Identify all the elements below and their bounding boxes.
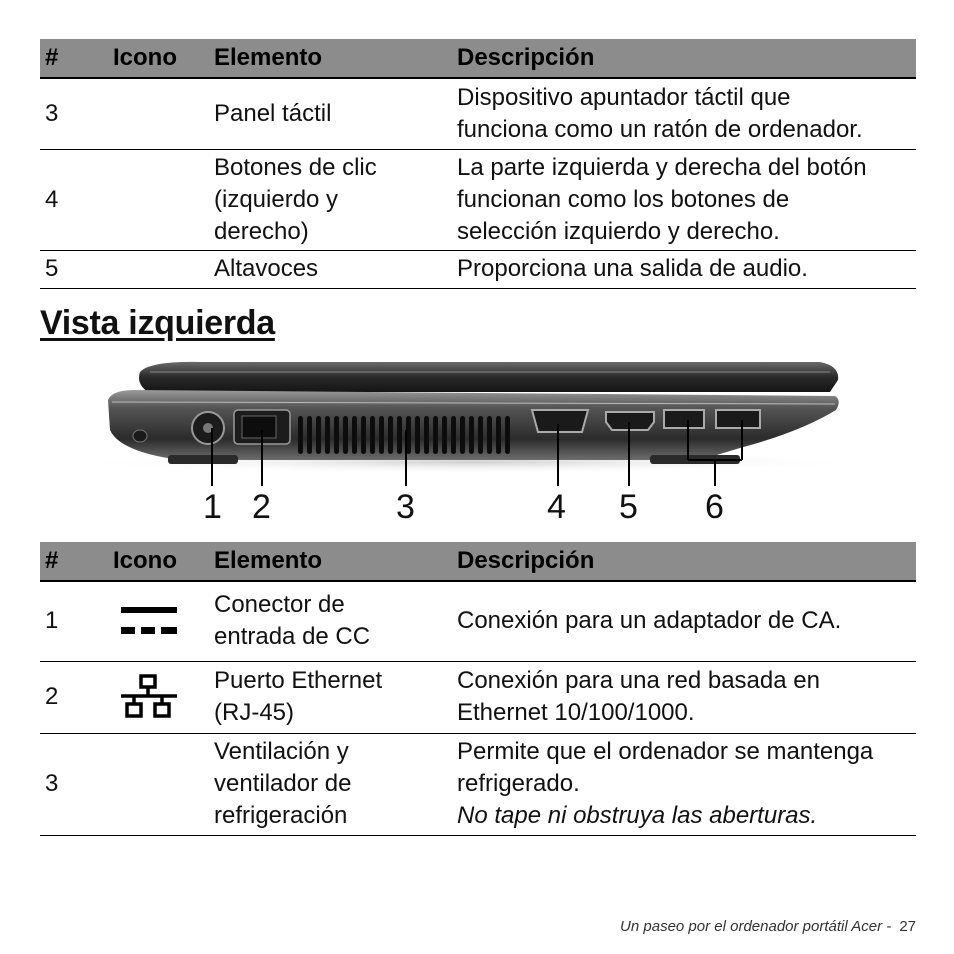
row-icon <box>108 78 209 149</box>
header-element: Elemento <box>209 542 452 581</box>
vent-slot <box>478 416 483 454</box>
row-element: Puerto Ethernet (RJ-45) <box>209 661 452 733</box>
usb-port-1 <box>664 410 704 428</box>
vent-slot <box>451 416 456 454</box>
header-icon: Icono <box>108 542 209 581</box>
vent-slot <box>307 416 312 454</box>
vent-slot <box>433 416 438 454</box>
row-element: Botones de clic (izquierdo y derecho) <box>209 149 452 250</box>
vent-slot <box>505 416 510 454</box>
row-icon <box>108 149 209 250</box>
table-header-row <box>40 542 916 581</box>
vent-slot <box>343 416 348 454</box>
row-number: 5 <box>40 250 108 288</box>
callout-5: 5 <box>619 488 638 526</box>
vent-slot <box>424 416 429 454</box>
vent-slot <box>298 416 303 454</box>
row-icon <box>108 661 209 733</box>
row-description: Permite que el ordenador se mantenga refrigerado. No tape ni obstruya las aberturas. <box>452 733 916 835</box>
callout-4: 4 <box>547 488 566 526</box>
header-description: Descripción <box>452 39 916 78</box>
page-number: 27 <box>899 918 916 935</box>
vent-slot <box>415 416 420 454</box>
vent-slot <box>397 416 402 454</box>
row-icon <box>108 250 209 288</box>
row-number: 3 <box>40 733 108 835</box>
table-row <box>40 661 916 733</box>
row-number: 2 <box>40 661 108 733</box>
callout-3: 3 <box>396 488 415 526</box>
table-row <box>40 78 916 149</box>
row-number: 1 <box>40 581 108 661</box>
table-2 <box>40 542 916 836</box>
vent-slot <box>361 416 366 454</box>
row-description: Proporciona una salida de audio. <box>452 250 916 288</box>
header-description: Descripción <box>452 542 916 581</box>
table-row <box>40 250 916 288</box>
foot-left <box>168 455 238 464</box>
table-1 <box>40 39 916 289</box>
table-row <box>40 581 916 661</box>
row-icon <box>108 733 209 835</box>
row-element: Panel táctil <box>209 78 452 149</box>
laptop-lid <box>139 362 838 392</box>
vent-slot <box>316 416 321 454</box>
row-element: Conector de entrada de CC <box>209 581 452 661</box>
row-description: Dispositivo apuntador táctil que funciona como un ratón de ordenador. <box>452 78 916 149</box>
row-element: Ventilación y ventilador de refrigeración <box>209 733 452 835</box>
row-description: Conexión para un adaptador de CA. <box>452 581 916 661</box>
lock-slot <box>133 430 147 442</box>
row-note: No tape ni obstruya las aberturas. <box>457 802 818 829</box>
row-description: Conexión para una red basada en Ethernet 10/100/1000. <box>452 661 916 733</box>
vent-slot <box>496 416 501 454</box>
row-number: 4 <box>40 149 108 250</box>
table-header-row <box>40 39 916 78</box>
table-row <box>40 149 916 250</box>
vent-slot <box>370 416 375 454</box>
row-element: Altavoces <box>209 250 452 288</box>
row-icon <box>108 581 209 661</box>
vent-slot <box>379 416 384 454</box>
section-title: Vista izquierda <box>40 304 275 342</box>
ethernet-icon <box>119 674 179 720</box>
vent-slot <box>334 416 339 454</box>
vent-slot <box>352 416 357 454</box>
dc-in-icon <box>119 603 179 639</box>
usb-port-2 <box>716 410 760 428</box>
footer-text: Un paseo por el ordenador portátil Acer - <box>620 918 892 935</box>
vga-port <box>532 410 588 432</box>
page-footer <box>620 918 916 935</box>
callout-1: 1 <box>203 488 222 526</box>
callout-2: 2 <box>252 488 271 526</box>
vent-slot <box>442 416 447 454</box>
table-row <box>40 733 916 835</box>
header-icon: Icono <box>108 39 209 78</box>
vent-slot <box>388 416 393 454</box>
laptop-left-view-image <box>0 355 954 535</box>
vent-slot <box>460 416 465 454</box>
vent-slot <box>469 416 474 454</box>
header-number: # <box>40 542 108 581</box>
row-description: La parte izquierda y derecha del botón funcionan como los botones de selección izquierdo y derecho. <box>452 149 916 250</box>
header-element: Elemento <box>209 39 452 78</box>
header-number: # <box>40 39 108 78</box>
row-number: 3 <box>40 78 108 149</box>
vent-slot <box>487 416 492 454</box>
vent-slot <box>325 416 330 454</box>
callout-6: 6 <box>705 488 724 526</box>
